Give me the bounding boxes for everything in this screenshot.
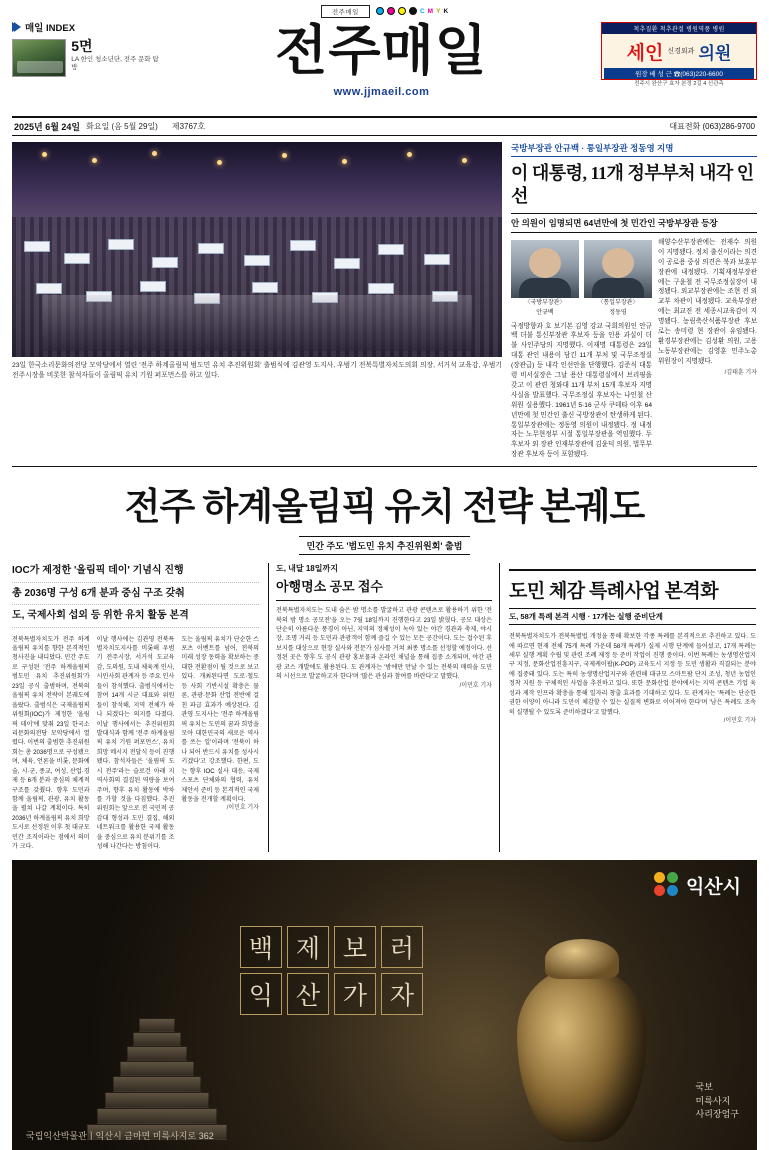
main-headline[interactable]: 전주 하계올림픽 유치 전략 본궤도 (124, 487, 645, 529)
portrait-role: 〈통일부장관〉 (597, 300, 639, 306)
right-body-col-1 (511, 238, 652, 460)
right2-byline: /이민호 기자 (723, 718, 756, 724)
masthead-center (162, 18, 601, 98)
slogan-char: 러 (381, 926, 423, 968)
ad-slogan (240, 926, 423, 1020)
index-thumbnail (12, 39, 66, 77)
contact-phone: 대표전화 (063)286-9700 (669, 122, 755, 131)
bottom-advertisement[interactable] (12, 860, 757, 1150)
left-article (12, 563, 259, 852)
masthead (12, 18, 757, 114)
reliquary-illustration (517, 967, 647, 1142)
index-panel (12, 18, 162, 77)
left-body-columns (12, 635, 259, 852)
newspaper-title: 전주매일 (275, 21, 488, 81)
ad-brand: 세인 (626, 43, 664, 64)
ad-slogan-row-1 (240, 926, 423, 968)
newspaper-url[interactable]: www.jjmaeil.com (333, 86, 430, 98)
register-marks (376, 7, 448, 15)
mark-label-y: Y (436, 7, 441, 15)
portrait-role: 〈국방부장관〉 (524, 300, 566, 306)
right-body-text-1: 국정방향과 호 보기본 김영 강교 국회의원인 안규백 더불 통신부장관 후보자 등을 인용 과실이 더 불 사인주당의 지명했다. 이재명 대통령은 23일 대통 관인 내용이 담긴 11개 부처 및 국무조정실(장관급) 등 내각 인선안을 단행했다. 김준식 대통령 비서실장은 그날 용산 대통령실에서 브리핑을 갖고 이 관련 청와대 11개 부처 15개 후보자 지명 사실을 발표했다. 국무조정실 후보자는 나인철 산 위원 실용했다. 1961년 5·16 군사 쿠데타 이후 64년만에 첫 민간인 출신 국방장관이 탄생하게 된다. 통일부장관에는 정동영 의원이 내정됐다. 정 내정자는 노무현정부 시절 통일부장관을 역임했다. 두 후보자 외 장관 인재부장관에 김윤덕 의원, 법무부장관 후보자 등이 포함됐다. (511, 322, 652, 459)
issue-number: 제3767호 (171, 122, 206, 131)
portrait-name: 정동영 (609, 309, 627, 316)
mark-label-k: K (443, 7, 449, 15)
date-bar (12, 116, 757, 136)
slogan-char: 산 (287, 973, 329, 1015)
mark-label-c: C (419, 7, 425, 15)
main-subhead-wrap (12, 536, 757, 555)
right2-body-col-1 (509, 632, 756, 726)
ad-top-line: 척추질환 척추관절 병원역품 병원 (602, 23, 756, 34)
right-headline[interactable]: 이 대통령, 11개 정부부처 내각 인선 (511, 163, 754, 206)
clinic-ad[interactable] (601, 22, 757, 87)
left-body-col-1: 전북특별자치도가 전주 하계올림픽 유치를 향한 본격적인 청사진을 내디뎠다. 민간 주도로 구성된 '전주 하계올림픽 범도민 유치 추진위원회'가 23일 공식 출범하며, 전북의 올림픽 유치 전략이 본궤도에 올랐다. 출범식은 국제올림픽위원회(IOC)가 제정한 '올림픽 데이'에 맞춰 23일 한국소리문화의전당 모악당에서 열렸다. 이번의 출범한 추진위원회는 총 2036명으로 구성됐으며, 체육, 언론을 비롯, 문화예술, 시·군, 종교, 여성, 산업·경제 등 6개 분과 중심의 체계적 구조를 갖췄다. 향후 도민과 함께 올림픽, 관광, 유치 활동을 펼쳐 나갈 계획이다. 특히 2036년 하계올림픽 유치 희망 도시로 선정된 이후 첫 대규모 민간 조직이라는 점에서 의미가 크다. (12, 635, 90, 851)
ad-brand-sub1: 신경외과 (667, 47, 695, 55)
right-kicker: 국방부장관 안규백 · 통일부장관 정동영 지명 (511, 142, 757, 157)
right-divider (509, 569, 756, 571)
right-body-text-2: 해양수산부장관에는 전재수 의원이 지명됐다. 정치 출신이라는 의견이 공로용 중심 의견은 북과 보훈부장관에 내정됐다. 기획재정부장관에는 구윤철 전 국무조정실장이 내정됐다. 외교부장관에는 조현 전 외교부 차관이 내정됐다. 교육부장관에는 최교진 전 세종시교육감이 지명됐다. 농림축산식품부장관 후보로는 송미령 현 장관이 유임됐다. 환경부장관에는 김성환 의원, 고용노동부장관에는 김영훈 민주노총 위원장이 지명됐다. (658, 239, 757, 365)
mid-byline: /이민호 기자 (459, 682, 492, 689)
mid-heading: 도, 내달 18일까지 (276, 564, 338, 574)
index-page-number: 5면 (71, 38, 93, 54)
iksan-logo-icon (654, 872, 680, 898)
portrait-name: 안규백 (536, 309, 554, 316)
slogan-char: 백 (240, 926, 282, 968)
register-bar (12, 0, 757, 18)
mid-body-col-1 (276, 606, 492, 691)
right-subhead: 안 의원이 임명되면 64년만에 첫 민간인 국방부장관 등장 (511, 213, 757, 233)
index-page-caption: LA 한인 청소년단, 전주 문화 탐방 (71, 56, 159, 72)
ad-address: 전주시 완산구 효자 본정 2길 4 신관측 (634, 81, 724, 87)
masthead-ad[interactable] (601, 18, 757, 87)
photo-caption: 23일 한국소리문화의전당 모악당에서 열린 '전주 하계올림픽 범도민 유치 추진위원회' 출범식에 김관영 도지사, 우범기 전북특별자치도의회 의장, 서거석 교육감, 우범기 전주시장을 비롯한 참석자들이 올림픽 유치 기원 퍼포먼스를 하고 있다. (12, 362, 502, 379)
yellow-mark-icon (398, 7, 406, 15)
issue-date: 2025년 6월 24일 (14, 122, 81, 132)
right2-body-text: 전북특별자치도가 전북특별법 개정을 통해 확보한 각종 특례를 본격적으로 추진하고 있다. 도에 따르면 현재 전체 75개 특례 가운데 58개 특례가 실제 시행 단계에 들어섰고, 17개 특례는 세부 실행 계획 수립 및 관련 조례 제정 등 준비 작업이 진행 중이다. 이번 특례는 농생명산업지구 지정, 문화산업진흥지구, 국제케이팝(K-POP) 교육도시 지정 등 도민 생활과 직결되는 분야에 집중돼 있다. 도는 특히 농생명산업지구와 관련해 대규모 스마트팜 단지 조성, 청년 농업인 정착 지원 등 구체적인 사업을 추진하고 있다. 또한 문화산업 분야에서는 지역 콘텐츠 기업 육성과 제작 인프라 확충을 통해 일자리 창출 효과를 기대하고 있다. 도 관계자는 '특례는 단순한 권한 이양이 아니라 도민이 체감할 수 있는 실질적 변화로 이어져야 한다'며 '남은 특례도 조속히 실행될 수 있도록 준비하겠다'고 말했다. (509, 633, 756, 716)
portrait-photo (584, 240, 652, 298)
left-bullet-list (12, 563, 259, 628)
iksan-logo (654, 872, 741, 899)
left-body-col-3 (181, 635, 259, 852)
mid-body-text: 전북특별자치도는 도내 숨은 밤 명소를 발굴하고 관광 콘텐츠로 활용하기 위한 '전북의 밤 명소 공모전'을 오는 7월 18일까지 진행한다고 23일 밝혔다. 공모 대상은 단순히 아름다운 풍경이 아닌, 지역의 정체성이 녹아 있는 야간 경관과 축제, 야시장, 조명 거리 등 도민과 관광객이 함께 즐길 수 있는 모든 공간이다. 도는 접수된 후보지를 대상으로 현장 실사와 전문가 심사를 거쳐 최종 명소를 선정할 예정이다. 선정된 곳은 향후 도 공식 관광 홍보물과 온라인 채널을 통해 집중 소개되며, 야간 관광 코스 개발에도 활용된다. 도 관계자는 '밤에만 만날 수 있는 전북의 매력을 도민의 시선으로 발굴하고자 한다'며 '많은 관심과 참여를 바란다'고 말했다. (276, 607, 492, 681)
photo-stage (42, 295, 472, 351)
iksan-logo-text: 익산시 (685, 876, 741, 898)
ad-slogan-row-2 (240, 973, 423, 1015)
top-section (12, 142, 757, 460)
ad-brand-sub2: 의원 (698, 44, 732, 63)
triangle-icon (14, 22, 21, 32)
index-label: 매일 INDEX (25, 23, 76, 34)
portrait-group (511, 240, 652, 318)
mark-label-m: M (427, 7, 434, 15)
right2-body-columns (509, 632, 756, 726)
right-body (511, 238, 757, 460)
right-article (509, 563, 756, 852)
left-bullet-1: IOC가 제정한 '올림픽 데이' 기념식 진행 (12, 563, 259, 583)
black-mark-icon (409, 7, 417, 15)
ad-brand-row (602, 34, 756, 65)
museum-address: 국립익산박물관ㅣ익산시 금마면 미륵사지로 362 (26, 1130, 214, 1141)
right-byline: /김태훈 기자 (724, 369, 757, 376)
slogan-char: 자 (381, 973, 423, 1015)
photo-stage-lights (12, 148, 502, 174)
magenta-mark-icon (387, 7, 395, 15)
artifact-caption-line-2: 미륵사지 (695, 1095, 731, 1106)
artifact-caption-line-1: 국보 (695, 1082, 713, 1093)
mid-subheading[interactable]: 아행명소 공모 접수 (276, 579, 383, 595)
slogan-char: 보 (334, 926, 376, 968)
slogan-char: 가 (334, 973, 376, 1015)
article-grid (12, 563, 757, 852)
left-bullet-3: 도, 국제사회 섭외 등 위한 유치 활동 본격 (12, 608, 259, 628)
main-subhead: 민간 주도 '범도민 유치 추진위원회' 출범 (299, 536, 471, 555)
right-body-col-2 (658, 238, 757, 460)
mid-article (268, 563, 500, 852)
left-body-col-2: 이날 행사에는 김관영 전북특별자치도지사를 비롯해 우범기 전주시장, 서거석 도교육감, 도의원, 도내 체육계 인사, 시민사회 관계자 등 주요 인사들이 참석했다. 출범식에서는 참여 14개 시군 대표와 위원들이 참석해, 지역 전체가 하나 되겠다는 의지를 다졌다. 이날 행사에서는 추진위원회 발대식과 함께 '전주 하계올림픽 유치 기원 퍼포먼스', 유치 희망 메시지 전달식 등이 진행됐다. 참석자들은 '올림픽 도시 전주'라는 슬로건 아래 지역사회의 결집된 역량을 보여주며, 향후 유치 활동에 박차를 가할 것을 다짐했다. 추진위원회는 앞으로 전 국민적 공감대 형성과 도민 결집, 해외 네트워크를 활용한 국제 활동을 중심으로 유치 분위기를 조성해 나간다는 방침이다. (96, 635, 175, 851)
lead-photo-block (12, 142, 502, 460)
slogan-char: 제 (287, 926, 329, 968)
issue-weekday: 화요일 (음 5월 29일) (86, 122, 158, 131)
slogan-char: 익 (240, 973, 282, 1015)
portrait-card (511, 240, 579, 318)
cyan-mark-icon (376, 7, 384, 15)
artifact-caption (696, 1081, 739, 1122)
portrait-card (584, 240, 652, 318)
left-body-col-3-text: 도는 올림픽 유치가 단순한 스포츠 이벤트를 넘어, 전북의 미래 성장 동력을 확보하는 중대한 전환점이 될 것으로 보고 있다. 개최된다면 도로·철도 등 사회 기반시설 확충은 물론, 관광·문화 산업 전반에 걸친 파급 효과가 예상된다. 김관영 도지사는 '전주 하계올림픽 유치는 도민의 꿈과 희망을 모아 대한민국의 새로운 역사를 쓰는 일'이라며 '전북이 하나 되어 반드시 유치를 성사시키겠다'고 강조했다. 한편, 도는 향후 IOC 실사 대응, 국제 스포츠 단체와의 협력, 유치 제안서 준비 등 본격적인 국제 활동을 전개할 계획이다. (181, 635, 260, 803)
artifact-caption-line-3: 사리장엄구 (695, 1109, 739, 1120)
index-preview[interactable] (12, 39, 162, 77)
register-title: 전주매일 (321, 5, 370, 18)
headline-rule (12, 466, 757, 467)
right2-subhead: 도, 58개 특례 본격 시행 · 17개는 실행 준비단계 (509, 608, 756, 625)
mid-body-columns (276, 606, 492, 691)
right2-headline[interactable]: 도민 체감 특례사업 본격화 (509, 581, 719, 603)
index-header (12, 20, 162, 34)
pagoda-illustration (82, 975, 232, 1140)
mid-divider (276, 600, 492, 601)
right-lead-column (511, 142, 757, 460)
lead-photo (12, 142, 502, 357)
ad-telephone: 원장 배 성 근 ☎(063)220-6600 (604, 68, 754, 79)
left-bullet-2: 총 2036명 구성 6개 분과 중심 구조 갖춰 (12, 586, 259, 606)
portrait-photo (511, 240, 579, 298)
left-byline: /이민호 기자 (226, 805, 260, 812)
